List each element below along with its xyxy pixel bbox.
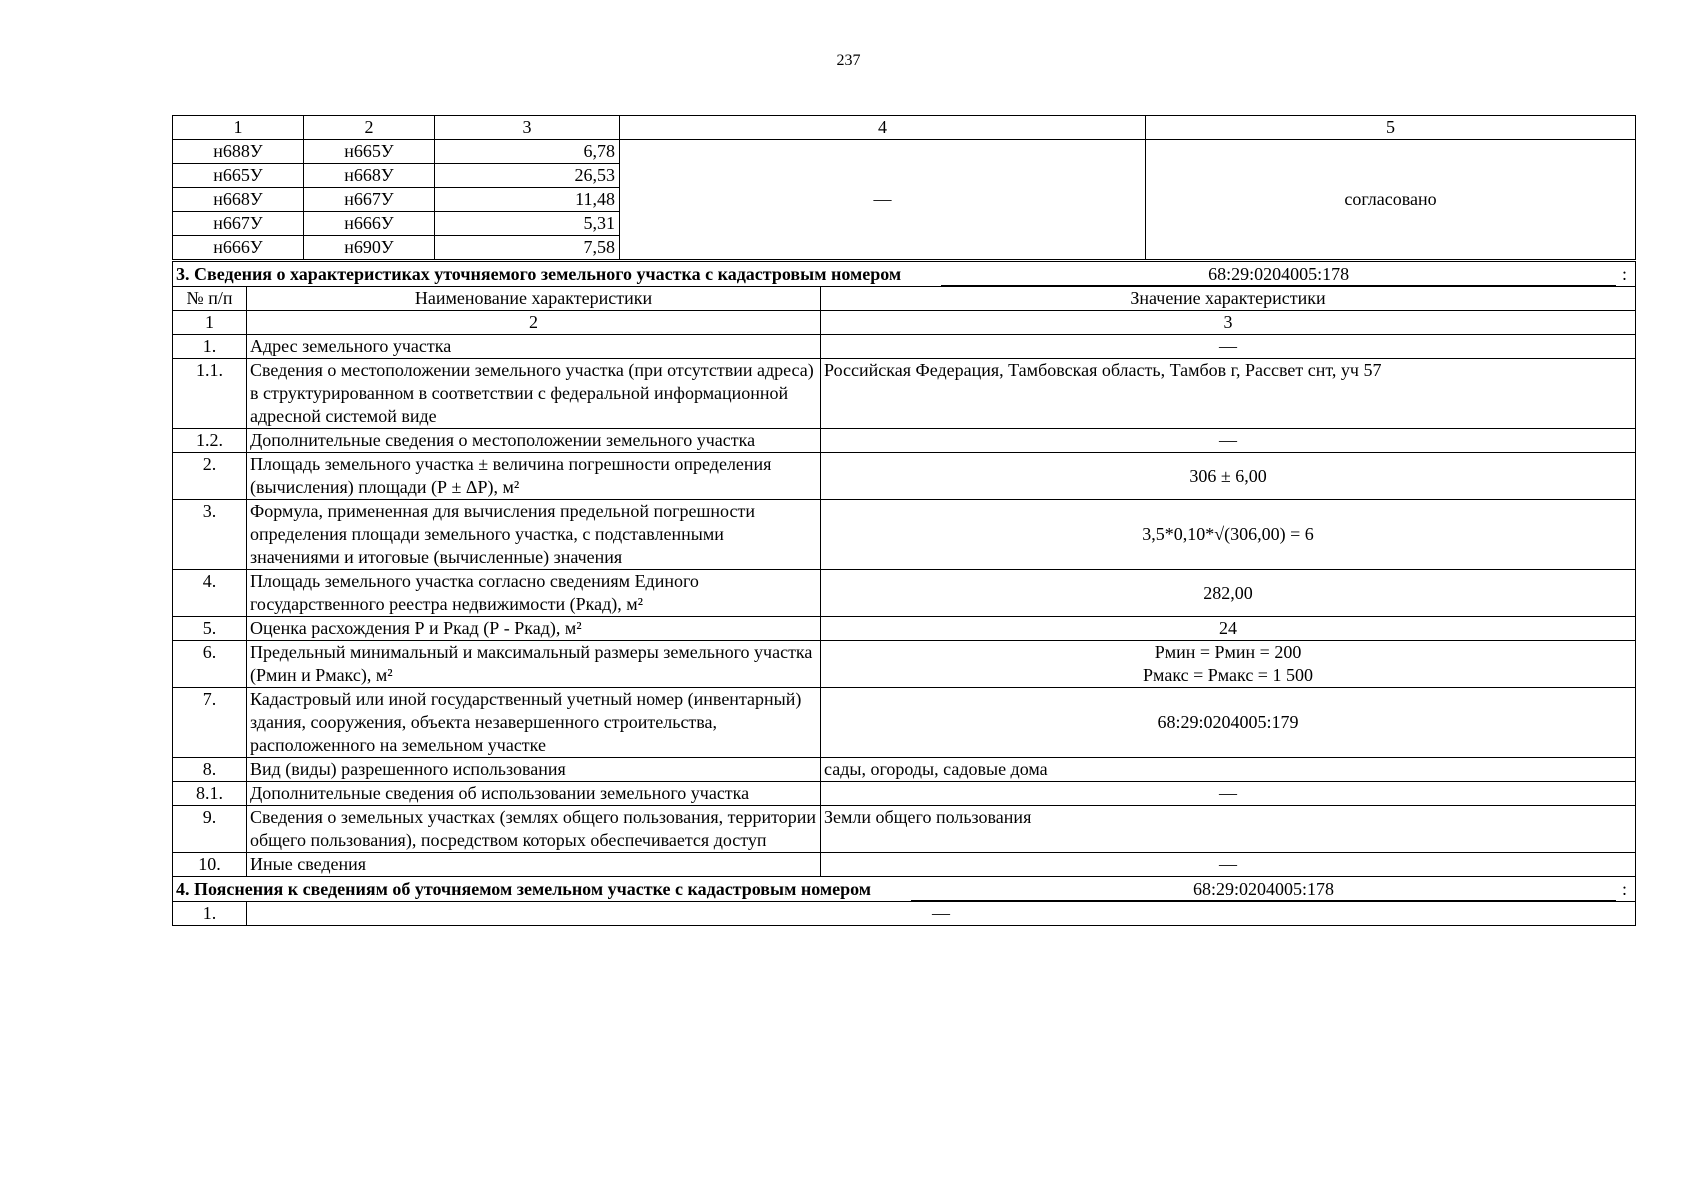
- header-value: Значение характеристики: [821, 287, 1636, 311]
- row-name: Кадастровый или иной государственный учетный номер (инвентарный) здания, сооружения, объекта незавершенного строительства, расположенного на земельном участке: [247, 688, 821, 758]
- table-row: [173, 853, 1636, 877]
- row-value: Земли общего пользования: [821, 806, 1636, 853]
- colnum-1: 1: [173, 311, 247, 335]
- row-num: 6.: [173, 641, 247, 688]
- row-num: 2.: [173, 453, 247, 500]
- row-num: 8.: [173, 758, 247, 782]
- header-col-1: 1: [173, 116, 304, 140]
- row-value: [821, 641, 1636, 688]
- table-row: [173, 617, 1636, 641]
- row-num: 1.2.: [173, 429, 247, 453]
- segment-length: 26,53: [435, 164, 620, 188]
- segment-length: 5,31: [435, 212, 620, 236]
- section3-heading-row: [173, 262, 1636, 287]
- section3-title: 3. Сведения о характеристиках уточняемого земельного участка с кадастровым номером: [176, 263, 902, 284]
- row-value: —: [821, 335, 1636, 359]
- row-value: 282,00: [821, 570, 1636, 617]
- row-num: 3.: [173, 500, 247, 570]
- point-from: н665У: [173, 164, 304, 188]
- table-row: [173, 688, 1636, 758]
- point-from: н688У: [173, 140, 304, 164]
- row-value: —: [821, 429, 1636, 453]
- header-name: Наименование характеристики: [247, 287, 821, 311]
- table-row: [173, 806, 1636, 853]
- point-to: н668У: [304, 164, 435, 188]
- row-name: Оценка расхождения Р и Ркад (Р - Ркад), м²: [247, 617, 821, 641]
- table-row: [173, 500, 1636, 570]
- colnum-3: 3: [821, 311, 1636, 335]
- row-num: 9.: [173, 806, 247, 853]
- header-col-4: 4: [620, 116, 1146, 140]
- header-num: № п/п: [173, 287, 247, 311]
- row-name: Предельный минимальный и максимальный размеры земельного участка (Рмин и Рмакс), м²: [247, 641, 821, 688]
- row-value: 306 ± 6,00: [821, 453, 1636, 500]
- row-value: сады, огороды, садовые дома: [821, 758, 1636, 782]
- table-row: [173, 782, 1636, 806]
- row-name: Вид (виды) разрешенного использования: [247, 758, 821, 782]
- table-row: [173, 429, 1636, 453]
- row-num: 5.: [173, 617, 247, 641]
- row-num: 10.: [173, 853, 247, 877]
- segment-length: 6,78: [435, 140, 620, 164]
- row-num: 7.: [173, 688, 247, 758]
- row-value: —: [821, 782, 1636, 806]
- characteristics-table: [172, 261, 1636, 926]
- max-size-value: Рмакс = Рмакс = 1 500: [1143, 665, 1313, 685]
- min-size-value: Рмин = Рмин = 200: [1154, 642, 1302, 662]
- table-row: [173, 335, 1636, 359]
- point-to: н667У: [304, 188, 435, 212]
- header-col-3: 3: [435, 116, 620, 140]
- row-value: 3,5*0,10*√(306,00) = 6: [821, 500, 1636, 570]
- point-from: н666У: [173, 236, 304, 260]
- table-row: [173, 758, 1636, 782]
- column-header-row: [173, 287, 1636, 311]
- boundary-table: [172, 115, 1636, 260]
- segment-length: 11,48: [435, 188, 620, 212]
- point-to: н690У: [304, 236, 435, 260]
- row-name: Формула, примененная для вычисления предельной погрешности определения площади земельного участка, с подставленными значениями и итоговые (вычисленные) значения: [247, 500, 821, 570]
- segment-length: 7,58: [435, 236, 620, 260]
- row-name: Дополнительные сведения о местоположении земельного участка: [247, 429, 821, 453]
- point-from: н667У: [173, 212, 304, 236]
- point-from: н668У: [173, 188, 304, 212]
- row-num: 1.: [173, 902, 247, 926]
- table-row: [173, 359, 1636, 429]
- row-name: Площадь земельного участка ± величина погрешности определения (вычисления) площади (Р ± ΔР), м²: [247, 453, 821, 500]
- row-value: 68:29:0204005:179: [821, 688, 1636, 758]
- row-name: Сведения о земельных участках (землях общего пользования, территории общего пользования), посредством которых обеспечивается доступ: [247, 806, 821, 853]
- table-row: [173, 902, 1636, 926]
- row-value: 24: [821, 617, 1636, 641]
- row-value: —: [247, 902, 1636, 926]
- row-num: 1.1.: [173, 359, 247, 429]
- section4-heading-row: [173, 877, 1636, 902]
- section4-colon: :: [1622, 878, 1628, 899]
- section4-cadastral-number: 68:29:0204005:178: [911, 878, 1616, 901]
- approval-status: согласовано: [1146, 140, 1636, 260]
- row-name: Адрес земельного участка: [247, 335, 821, 359]
- row-value: Российская Федерация, Тамбовская область, Тамбов г, Рассвет снт, уч 57: [821, 359, 1636, 429]
- col4-value: —: [620, 140, 1146, 260]
- colnum-2: 2: [247, 311, 821, 335]
- row-name: Площадь земельного участка согласно сведениям Единого государственного реестра недвижимости (Ркад), м²: [247, 570, 821, 617]
- row-num: 4.: [173, 570, 247, 617]
- boundary-header-row: [173, 116, 1636, 140]
- row-name: Дополнительные сведения об использовании земельного участка: [247, 782, 821, 806]
- point-to: н665У: [304, 140, 435, 164]
- header-col-2: 2: [304, 116, 435, 140]
- row-value: —: [821, 853, 1636, 877]
- section3-cadastral-number: 68:29:0204005:178: [941, 263, 1616, 286]
- table-row: [173, 570, 1636, 617]
- section4-title: 4. Пояснения к сведениям об уточняемом земельном участке с кадастровым номером: [176, 878, 872, 899]
- point-to: н666У: [304, 212, 435, 236]
- column-number-row: [173, 311, 1636, 335]
- header-col-5: 5: [1146, 116, 1636, 140]
- table-row: [173, 453, 1636, 500]
- row-num: 1.: [173, 335, 247, 359]
- row-num: 8.1.: [173, 782, 247, 806]
- section3-colon: :: [1622, 263, 1628, 284]
- row-name: Иные сведения: [247, 853, 821, 877]
- table-row: [173, 641, 1636, 688]
- page-number: 237: [836, 52, 861, 69]
- table-row: [173, 140, 1636, 164]
- row-name: Сведения о местоположении земельного участка (при отсутствии адреса) в структурированном в соответствии с федеральной информационной адресной системой виде: [247, 359, 821, 429]
